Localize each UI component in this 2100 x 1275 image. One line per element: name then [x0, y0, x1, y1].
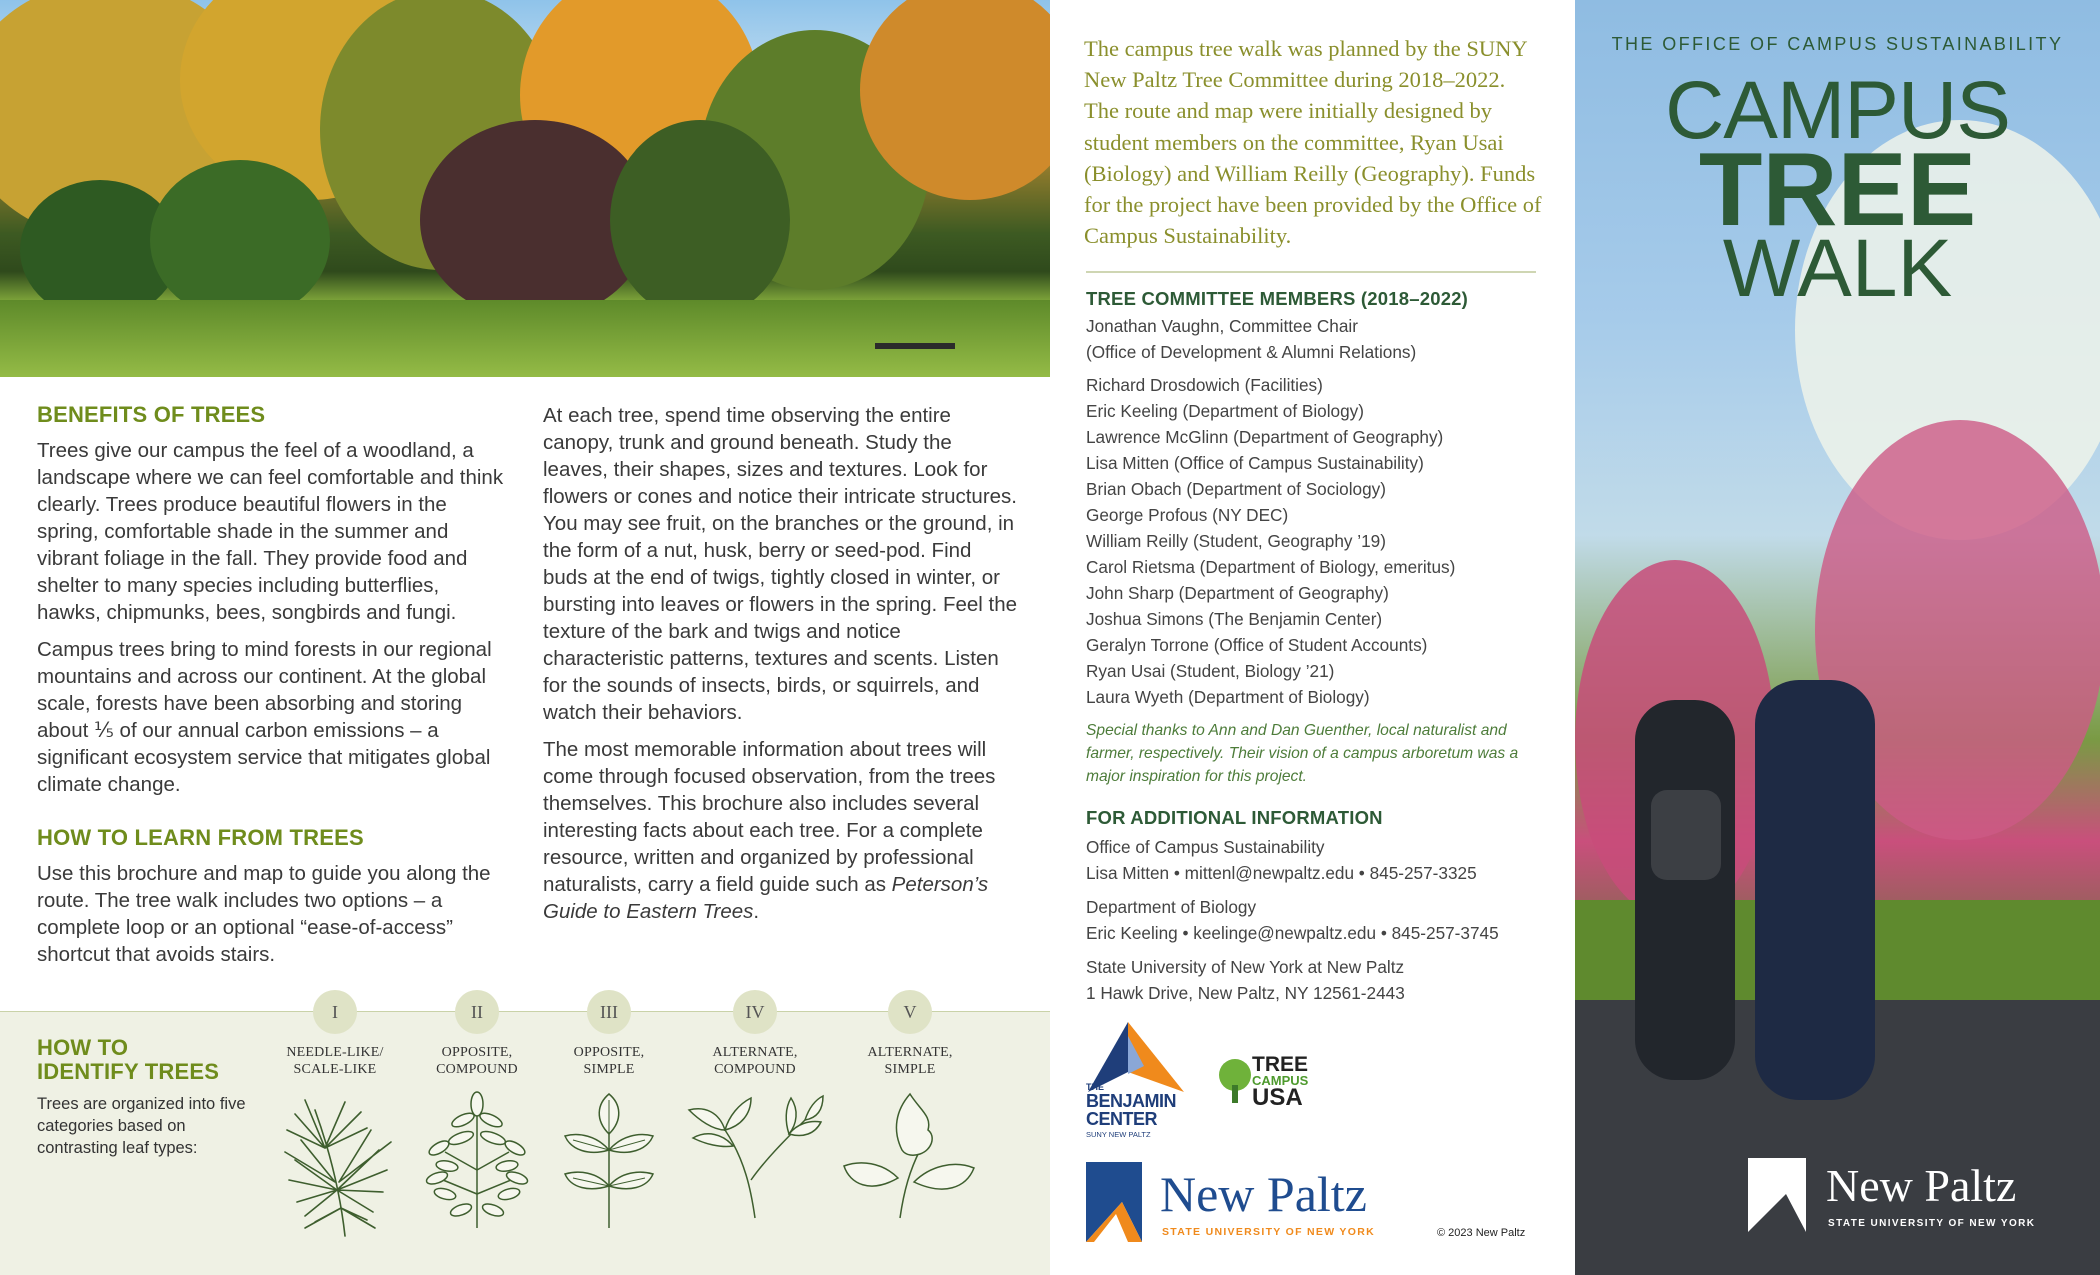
- leaf-category-needle: [268, 990, 402, 1238]
- cover-office-name: THE OFFICE OF CAMPUS SUSTAINABILITY: [1611, 34, 2064, 54]
- contact-office-1: Office of Campus Sustainability: [1086, 837, 1325, 857]
- benefits-heading: BENEFITS OF TREES: [37, 402, 266, 427]
- tree-icon: [1216, 1057, 1254, 1103]
- leaf-category-label-line-2: SIMPLE: [884, 1062, 936, 1077]
- contact-line-2: Eric Keeling • keelinge@newpaltz.edu • 845-257-3745: [1086, 923, 1499, 943]
- benefits-paragraph-1: Trees give our campus the feel of a woodland, a landscape where we can feel comfortable and think clearly. Trees produce beautiful flowers in the spring, comfortable shade in the summer and vibrant foliage in the fall. They provide food and shelter to many species including butterflies, hawks, chipmunks, bees, songbirds and fungi.: [37, 439, 504, 624]
- leaf-category-label-line-2: COMPOUND: [436, 1062, 518, 1077]
- benefits-text: [37, 437, 507, 808]
- benjamin-center-name-line-2: CENTER: [1086, 1109, 1158, 1129]
- identify-text: Trees are organized into five categories based on contrasting leaf types:: [37, 1095, 246, 1157]
- cover-new-paltz-name: New Paltz: [1826, 1160, 2017, 1211]
- opposite-simple-leaf-icon: [549, 1090, 669, 1230]
- cover-title-campus: CAMPUS: [1665, 65, 2010, 156]
- committee-member: Lawrence McGlinn (Department of Geography): [1086, 427, 1444, 447]
- benjamin-center-subtitle: SUNY NEW PALTZ: [1086, 1130, 1151, 1139]
- special-thanks: Special thanks to Ann and Dan Guenther, local naturalist and farmer, respectively. Their vision of a campus arboretum was a major inspiration for this project.: [1086, 722, 1519, 785]
- committee-chair-line-2: (Office of Development & Alumni Relations): [1086, 342, 1417, 362]
- committee-member: Geralyn Torrone (Office of Student Accounts): [1086, 635, 1428, 655]
- leaf-category-numeral: III: [587, 990, 631, 1034]
- cover-new-paltz-logo: [1748, 1158, 2088, 1238]
- university-address: 1 Hawk Drive, New Paltz, NY 12561-2443: [1086, 983, 1405, 1003]
- leaf-category-label-line-1: ALTERNATE,: [867, 1045, 953, 1060]
- cover-new-paltz-mark-icon: [1748, 1158, 1806, 1232]
- committee-member: Laura Wyeth (Department of Biology): [1086, 687, 1370, 707]
- new-paltz-logo: [1086, 1162, 1386, 1242]
- committee-chair: [1086, 313, 1416, 365]
- contact-office-2: Department of Biology: [1086, 897, 1257, 917]
- committee-members-list: [1086, 372, 1455, 710]
- leaf-category-label-line-1: OPPOSITE,: [573, 1045, 645, 1060]
- identify-heading-line-2: IDENTIFY TREES: [37, 1059, 220, 1084]
- observe-paragraph-2: [543, 736, 1018, 925]
- committee-member: John Sharp (Department of Geography): [1086, 583, 1389, 603]
- benefits-paragraph-2: Campus trees bring to mind forests in our regional mountains and across our continent. At the global scale, forests have been absorbing and storing about ⅕ of our annual carbon emissions – a significant ecosystem service that mitigates global climate change.: [37, 638, 492, 796]
- contact-line-1: Lisa Mitten • mittenl@newpaltz.edu • 845-257-3325: [1086, 863, 1477, 883]
- leaf-category-numeral: IV: [733, 990, 777, 1034]
- campus-trees-photo: [0, 0, 1050, 377]
- cover-title-walk: WALK: [1722, 223, 1953, 314]
- observe-paragraph-2-end: .: [753, 900, 760, 923]
- additional-info: [1086, 834, 1499, 1006]
- committee-member: Ryan Usai (Student, Biology ’21): [1086, 661, 1335, 681]
- leaf-category-numeral: I: [313, 990, 357, 1034]
- benjamin-center-name: [1086, 1092, 1176, 1128]
- additional-info-heading: FOR ADDITIONAL INFORMATION: [1086, 807, 1383, 828]
- committee-member: Brian Obach (Department of Sociology): [1086, 479, 1386, 499]
- leaf-category-label-line-1: OPPOSITE,: [441, 1045, 513, 1060]
- leaf-category-alternate-compound: [684, 990, 826, 1220]
- committee-heading: TREE COMMITTEE MEMBERS (2018–2022): [1086, 288, 1469, 309]
- committee-member: Eric Keeling (Department of Biology): [1086, 401, 1364, 421]
- cover-new-paltz-subtitle: STATE UNIVERSITY OF NEW YORK: [1828, 1218, 2036, 1229]
- leaf-category-label-line-1: NEEDLE-LIKE/: [286, 1045, 384, 1060]
- observe-paragraph-1: At each tree, spend time observing the entire canopy, trunk and ground beneath. Study the leaves, their shapes, sizes and textures. Look for flowers or cones and notice their intricate structures. You may see fruit, on the branches or the ground, in the form of a nut, husk, berry or seed-pod. Find buds at the end of twigs, tightly closed in winter, or bursting into leaves or flowers in the spring. Feel the texture of the bark and twigs and notice characteristic patterns, textures and scents. Listen for the sounds of insects, birds, or squirrels, and watch their behaviors.: [543, 404, 1018, 724]
- leaf-category-numeral: II: [455, 990, 499, 1034]
- identify-heading: [37, 1036, 219, 1084]
- leaf-category-alternate-simple: [840, 990, 980, 1220]
- committee-member: Joshua Simons (The Benjamin Center): [1086, 609, 1383, 629]
- alternate-simple-leaf-icon: [840, 1090, 980, 1220]
- tree-campus-usa-logo: [1216, 1055, 1328, 1115]
- intro-text: The campus tree walk was planned by the SUNY New Paltz Tree Committee during 2018–2022. The route and map were initially designed by student members on the committee, Ryan Usai (Biology) and William Reilly (Geography). Funds for the project have been provided by the Office of Campus Sustainability.: [1084, 36, 1542, 249]
- committee-member: Lisa Mitten (Office of Campus Sustainability): [1086, 453, 1424, 473]
- learn-text: [37, 860, 507, 978]
- tree-campus-line-2: CAMPUS: [1252, 1073, 1309, 1088]
- committee-member: Carol Rietsma (Department of Biology, emeritus): [1086, 557, 1456, 577]
- leaf-category-opposite-simple: [542, 990, 676, 1230]
- opposite-compound-leaf-icon: [417, 1090, 537, 1230]
- tree-campus-line-3: USA: [1252, 1084, 1303, 1111]
- committee-chair-line-1: Jonathan Vaughn, Committee Chair: [1086, 316, 1358, 336]
- copyright: © 2023 New Paltz: [1437, 1227, 1526, 1239]
- field-guide-title: Peterson’s Guide to Eastern Trees: [543, 873, 989, 923]
- tree-campus-line-1: TREE: [1252, 1053, 1309, 1076]
- leaf-category-label-line-1: ALTERNATE,: [712, 1045, 798, 1060]
- learn-heading: HOW TO LEARN FROM TREES: [37, 825, 364, 850]
- needle-leaf-icon: [275, 1090, 395, 1238]
- new-paltz-name: New Paltz: [1160, 1166, 1367, 1222]
- middle-divider: [1086, 271, 1536, 273]
- university-name: State University of New York at New Paltz: [1086, 957, 1405, 977]
- new-paltz-subtitle: STATE UNIVERSITY OF NEW YORK: [1162, 1226, 1375, 1238]
- learn-paragraph-1: Use this brochure and map to guide you along the route. The tree walk includes two options – a complete loop or an optional “ease-of-access” shortcut that avoids stairs.: [37, 862, 491, 966]
- benjamin-center-name-line-1: BENJAMIN: [1086, 1091, 1177, 1111]
- benjamin-center-logo: [1086, 1022, 1186, 1146]
- benjamin-center-the: THE: [1086, 1082, 1104, 1092]
- leaf-category-numeral: V: [888, 990, 932, 1034]
- observe-text: [543, 402, 1018, 935]
- committee-member: William Reilly (Student, Geography ’19): [1086, 531, 1386, 551]
- leaf-category-opposite-compound: [410, 990, 544, 1230]
- observe-paragraph-2-start: The most memorable information about trees will come through focused observation, from the trees themselves. This brochure also includes several interesting facts about each tree. For a complete resource, written and organized by professional naturalists, carry a field guide such as: [543, 738, 996, 896]
- leaf-category-label-line-2: SCALE-LIKE: [293, 1062, 377, 1077]
- alternate-compound-leaf-icon: [685, 1090, 825, 1220]
- leaf-category-label-line-2: SIMPLE: [583, 1062, 635, 1077]
- new-paltz-mark-icon: [1086, 1162, 1142, 1242]
- cover-title-tree: TREE: [1698, 132, 1977, 248]
- committee-member: Richard Drosdowich (Facilities): [1086, 375, 1323, 395]
- identify-heading-line-1: HOW TO: [37, 1035, 129, 1060]
- leaf-category-label-line-2: COMPOUND: [714, 1062, 796, 1077]
- committee-member: George Profous (NY DEC): [1086, 505, 1289, 525]
